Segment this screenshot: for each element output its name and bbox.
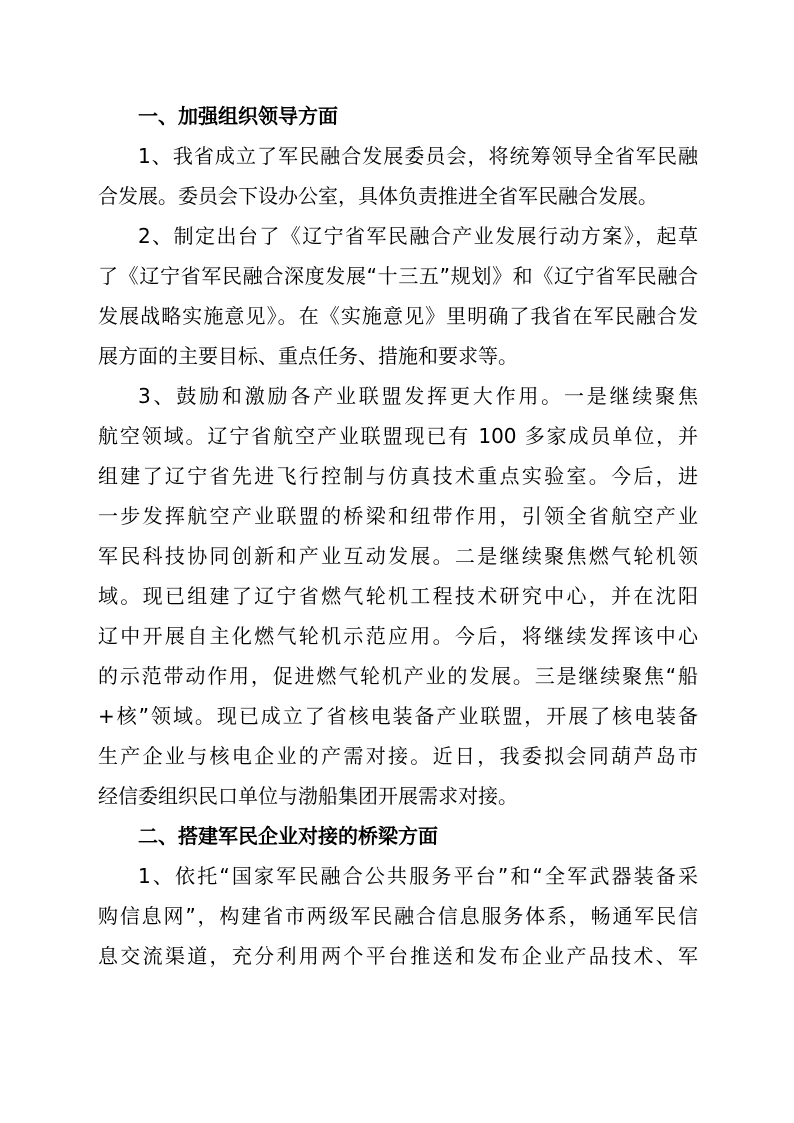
text-line: 1、我省成立了军民融合发展委员会，将统筹领导全省军民融: [138, 144, 698, 168]
text-line: 购信息网”，构建省市两级军民融合信息服务体系，畅通军民信: [98, 904, 698, 928]
text-line: +核”领域。现已成立了省核电装备产业联盟，开展了核电装备: [98, 704, 698, 728]
text-line: 军民科技协同创新和产业互动发展。二是继续聚焦燃气轮机领: [98, 544, 698, 568]
paragraph-1-2: [98, 216, 698, 376]
section-heading-1: 一、加强组织领导方面: [138, 104, 338, 128]
section-heading-2: 二、搭建军民企业对接的桥梁方面: [138, 824, 438, 848]
text-line: 展方面的主要目标、重点任务、措施和要求等。: [98, 344, 518, 368]
text-line: 合发展。委员会下设办公室，具体负责推进全省军民融合发展。: [98, 184, 658, 208]
text-line: 航空领域。辽宁省航空产业联盟现已有 100 多家成员单位，并: [98, 424, 698, 448]
text-line: 一步发挥航空产业联盟的桥梁和纽带作用，引领全省航空产业: [98, 504, 698, 528]
text-line: 2、制定出台了《辽宁省军民融合产业发展行动方案》，起草: [138, 224, 698, 248]
text-line: 3、鼓励和激励各产业联盟发挥更大作用。一是继续聚焦: [138, 384, 698, 408]
text-line: 组建了辽宁省先进飞行控制与仿真技术重点实验室。今后，进: [98, 464, 698, 488]
text-line: 息交流渠道，充分利用两个平台推送和发布企业产品技术、军: [98, 944, 698, 968]
paragraph-1-3: [98, 376, 698, 816]
text-line: 域。现已组建了辽宁省燃气轮机工程技术研究中心，并在沈阳: [98, 584, 698, 608]
text-line: 生产企业与核电企业的产需对接。近日，我委拟会同葫芦岛市: [98, 744, 698, 768]
paragraph-2-1: [98, 856, 698, 976]
text-line: 了《辽宁省军民融合深度发展“十三五”规划》和《辽宁省军民融合: [98, 264, 698, 288]
text-line: 1、依托“国家军民融合公共服务平台”和“全军武器装备采: [138, 864, 698, 888]
paragraph-1-1: [98, 136, 698, 216]
text-line: 的示范带动作用，促进燃气轮机产业的发展。三是继续聚焦“船: [98, 664, 698, 688]
text-line: 经信委组织民口单位与渤船集团开展需求对接。: [98, 784, 518, 808]
document-body: [98, 96, 698, 976]
text-line: 发展战略实施意见》。在《实施意见》里明确了我省在军民融合发: [98, 304, 698, 328]
text-line: 辽中开展自主化燃气轮机示范应用。今后，将继续发挥该中心: [98, 624, 698, 648]
